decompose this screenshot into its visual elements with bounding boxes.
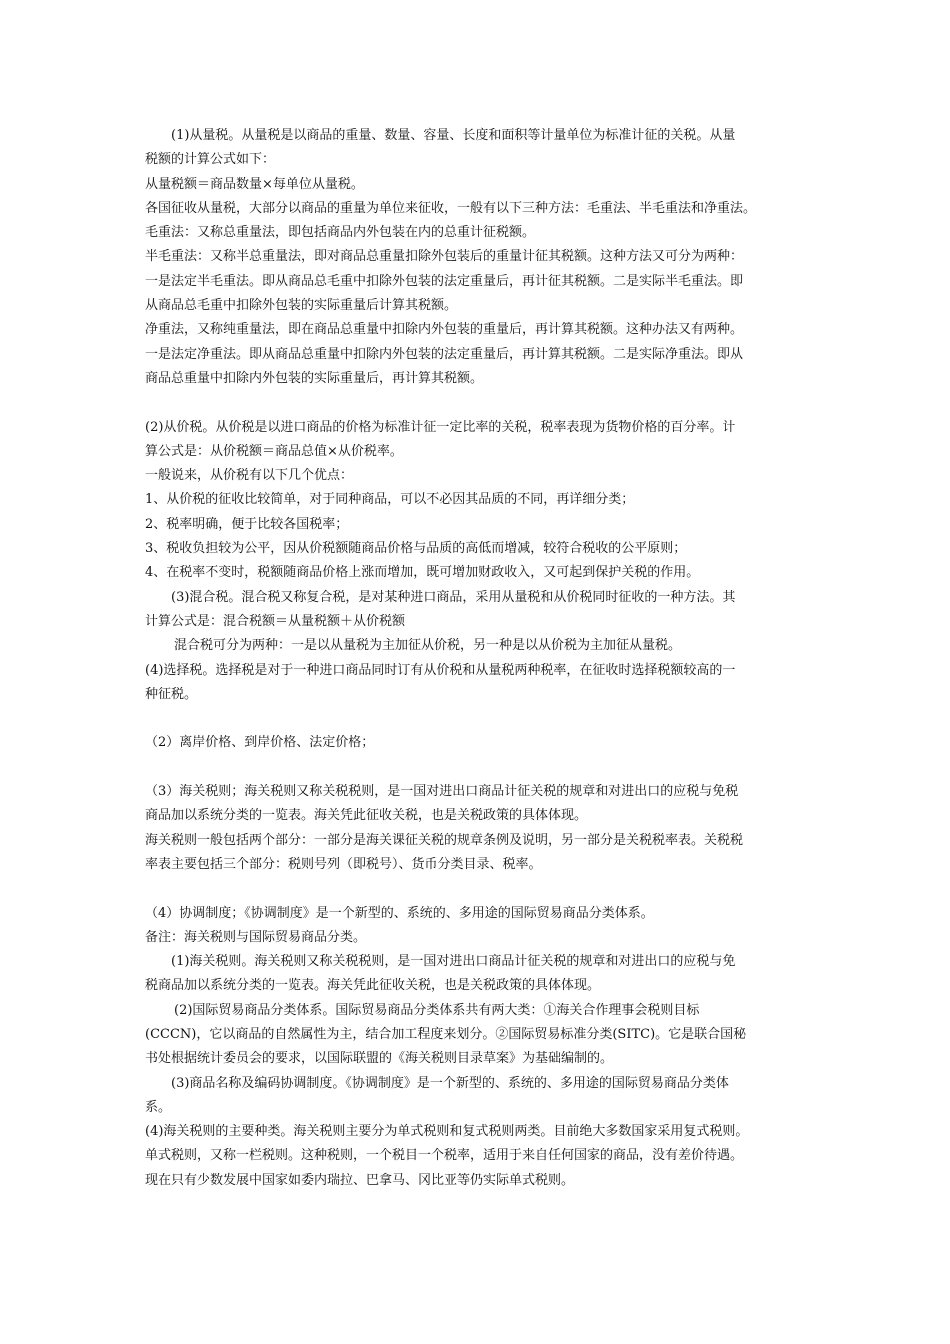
document-body (145, 124, 813, 1193)
text-line: 半毛重法：又称半总重量法，即对商品总重量扣除外包装后的重量计征其税额。这种方法又可分为两种： (145, 249, 744, 265)
text-line: 从商品总毛重中扣除外包装的实际重量后计算其税额。 (145, 298, 458, 314)
text-line: 书处根据统计委员会的要求，以国际联盟的《海关税则目录草案》为基础编制的。 (145, 1051, 614, 1067)
text-line: （4）协调制度；《协调制度》是一个新型的、系统的、多用途的国际贸易商品分类体系。 (145, 905, 654, 921)
text-line: 海关税则一般包括两个部分：一部分是海关课征关税的规章条例及说明，另一部分是关税税率表。关税税 (145, 832, 744, 848)
blank-line (145, 707, 813, 731)
text-line: 种征税。 (145, 686, 198, 702)
text-line: 一是法定净重法。即从商品总重量中扣除内外包装的法定重量后，再计算其税额。二是实际净重法。即从 (145, 346, 744, 362)
text-line: (1)从量税。从量税是以商品的重量、数量、容量、长度和面积等计量单位为标准计征的关税。从量 (171, 128, 736, 143)
text-line: （3）海关税则；海关税则又称关税税则，是一国对进出口商品计征关税的规章和对进出口的应税与免税 (145, 784, 739, 800)
text-line: 净重法，又称纯重量法，即在商品总重量中扣除内外包装的重量后，再计算其税额。这种办法又有两种。 (145, 322, 744, 338)
text-line: (4)海关税则的主要种类。海关税则主要分为单式税则和复式税则两类。目前绝大多数国家采用复式税则。 (145, 1124, 749, 1140)
text-line: (3)混合税。混合税又称复合税，是对某种进口商品，采用从量税和从价税同时征收的一种方法。其 (171, 589, 736, 605)
text-line: 3、税收负担较为公平，因从价税额随商品价格与品质的高低而增减，较符合税收的公平原则； (145, 541, 687, 557)
blank-line (145, 391, 813, 415)
text-line: 4、在税率不变时，税额随商品价格上涨而增加，既可增加财政收入，又可起到保护关税的作用。 (145, 565, 700, 581)
text-line: 毛重法：又称总重量法，即包括商品内外包装在内的总重计征税额。 (145, 225, 536, 241)
text-line: 商品总重量中扣除内外包装的实际重量后，再计算其税额。 (145, 370, 484, 386)
text-line: (3)商品名称及编码协调制度。《协调制度》是一个新型的、系统的、多用途的国际贸易商品分类体 (171, 1075, 729, 1091)
text-line: 备注：海关税则与国际贸易商品分类。 (145, 929, 367, 945)
text-line: 从量税额＝商品数量×每单位从量税。 (145, 176, 364, 192)
text-line: 系。 (145, 1099, 172, 1115)
text-line: (2)国际贸易商品分类体系。国际贸易商品分类体系共有两大类：①海关合作理事会税则目标 (174, 1002, 700, 1018)
text-line: (2)从价税。从价税是以进口商品的价格为标准计征一定比率的关税，税率表现为货物价格的百分率。计 (145, 419, 736, 435)
text-line: 率表主要包括三个部分：税则号列（即税号）、货币分类目录、税率。 (145, 856, 542, 872)
text-line: 2、税率明确，便于比较各国税率； (145, 516, 349, 532)
text-line: （2）离岸价格、到岸价格、法定价格； (145, 735, 375, 751)
text-line: 单式税则，又称一栏税则。这种税则，一个税目一个税率，适用于来自任何国家的商品，没有差价待遇。 (145, 1148, 744, 1164)
text-line: 计算公式是：混合税额＝从量税额＋从价税额 (145, 613, 406, 629)
blank-line (145, 756, 813, 780)
text-line: 税商品加以系统分类的一览表。海关凭此征收关税，也是关税政策的具体体现。 (145, 978, 601, 994)
text-line: 1、从价税的征收比较简单，对于同种商品，可以不必因其品质的不同，再详细分类； (145, 492, 635, 508)
text-line: 一般说来，从价税有以下几个优点： (145, 468, 354, 484)
blank-line (145, 877, 813, 901)
text-line: (1)海关税则。海关税则又称关税税则，是一国对进出口商品计征关税的规章和对进出口的应税与免 (171, 954, 736, 970)
text-line: 算公式是：从价税额＝商品总值×从价税率。 (145, 443, 403, 459)
text-line: 一是法定半毛重法。即从商品总毛重中扣除外包装的法定重量后，再计征其税额。二是实际半毛重法。即 (145, 273, 744, 289)
text-line: 税额的计算公式如下： (145, 152, 276, 168)
text-line: 商品加以系统分类的一览表。海关凭此征收关税，也是关税政策的具体体现。 (145, 808, 588, 824)
text-line: 各国征收从量税，大部分以商品的重量为单位来征收，一般有以下三种方法：毛重法、半毛重法和净重法。 (145, 200, 757, 216)
text-line: 现在只有少数发展中国家如委内瑞拉、巴拿马、冈比亚等仍实际单式税则。 (145, 1172, 575, 1188)
text-line: 混合税可分为两种：一是以从量税为主加征从价税，另一种是以从价税为主加征从量税。 (174, 638, 682, 654)
text-line: (4)选择税。选择税是对于一种进口商品同时订有从价税和从量税两种税率，在征收时选择税额较高的一 (145, 662, 736, 678)
text-line: (CCCN)，它以商品的自然属性为主，结合加工程度来划分。②国际贸易标准分类(SITC)。它是联合国秘 (145, 1026, 747, 1042)
